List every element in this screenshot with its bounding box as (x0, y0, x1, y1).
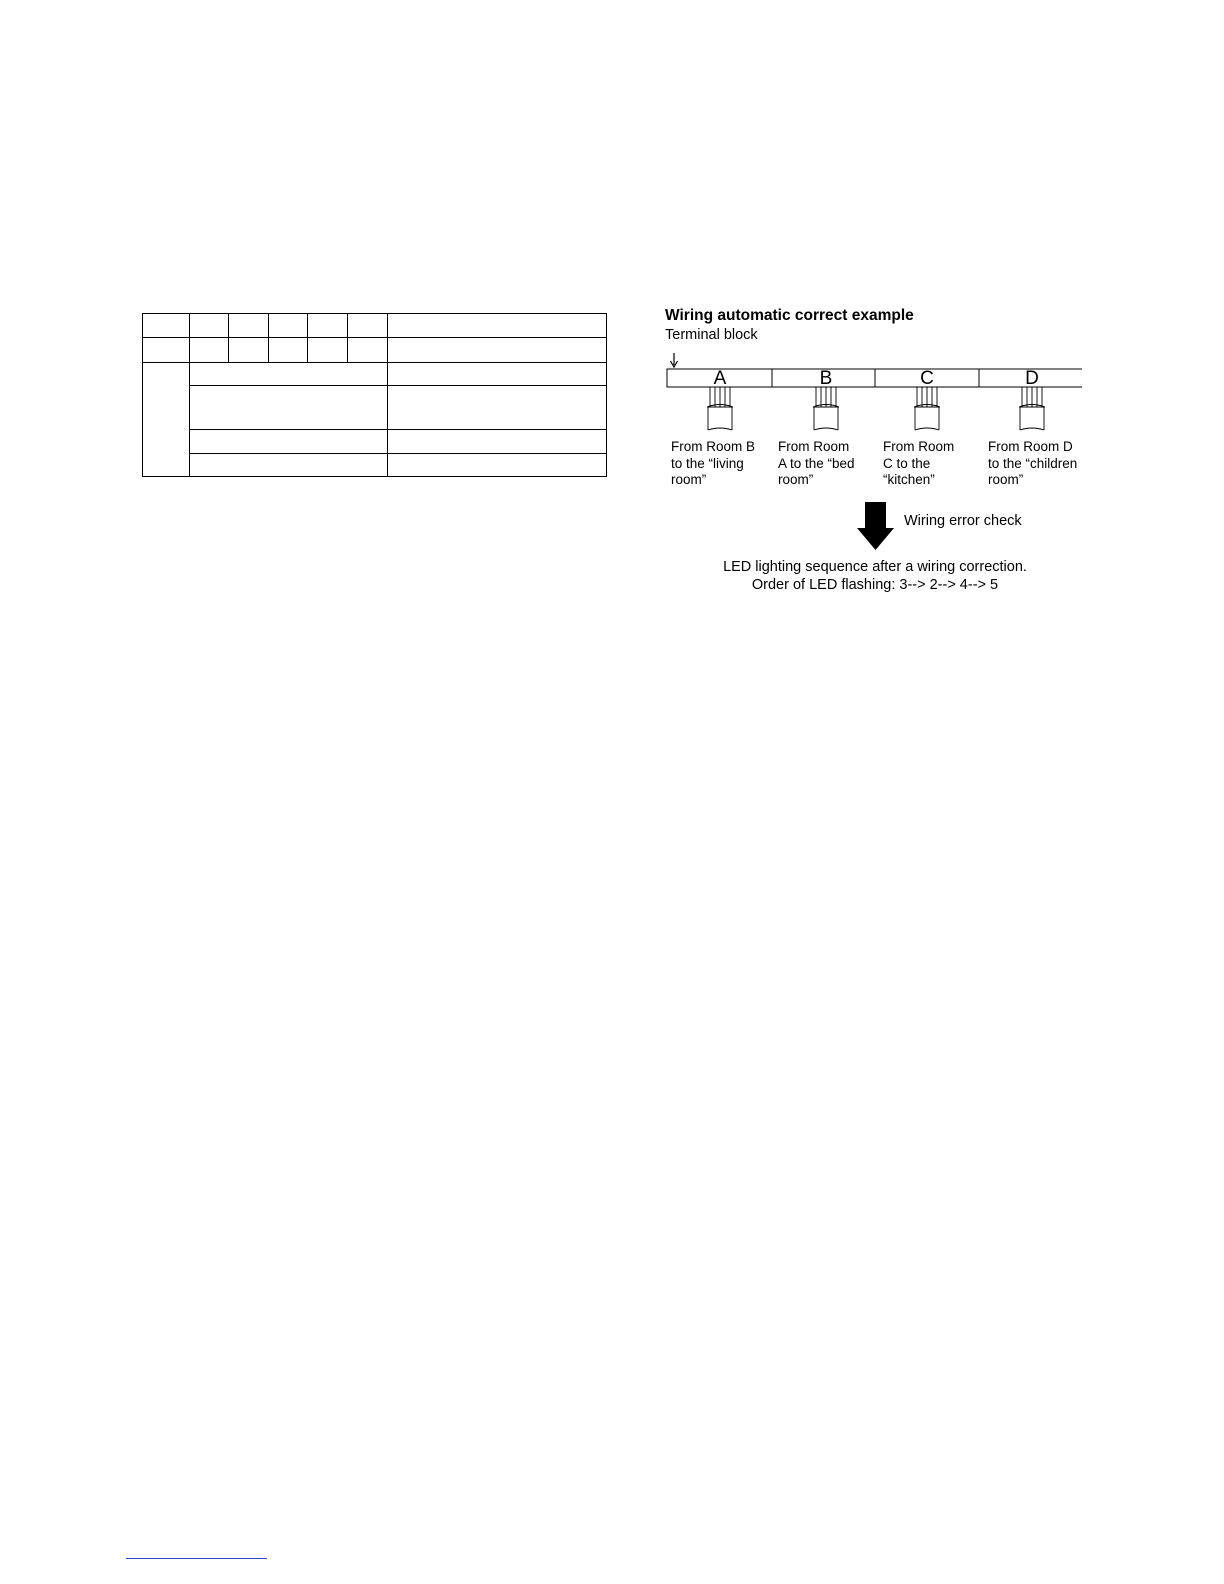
table-cell (190, 363, 388, 386)
wiring-check-label: Wiring error check (904, 513, 1022, 529)
table-cell (269, 338, 308, 363)
terminal-caption-b: From Room A to the “bed room” (778, 439, 855, 487)
cable-bundle-b (813, 387, 839, 430)
table-cell (388, 454, 607, 477)
terminal-label-a: A (713, 368, 727, 389)
diagram-subtitle: Terminal block (665, 327, 758, 343)
table-row (143, 338, 607, 363)
empty-table (142, 313, 607, 477)
table-cell (348, 314, 388, 338)
led-sequence-line: LED lighting sequence after a wiring correction. (723, 559, 1027, 575)
terminal-label-c: C (920, 368, 934, 389)
table-cell (190, 314, 229, 338)
terminal-caption-a: From Room B to the “living room” (671, 439, 756, 487)
cable-bundle-a (707, 387, 733, 430)
table-cell (229, 314, 269, 338)
table-cell (388, 363, 607, 386)
table-cell (348, 338, 388, 363)
led-order-line: Order of LED flashing: 3--> 2--> 4--> 5 (751, 577, 999, 593)
terminal-label-b: B (819, 368, 833, 389)
terminal-label-d: D (1025, 368, 1039, 389)
table-row (143, 363, 607, 386)
table-cell (388, 430, 607, 454)
terminal-caption-d: From Room D to the “children room” (988, 439, 1078, 487)
table-cell (143, 338, 190, 363)
table-row (143, 454, 607, 477)
table-cell (190, 430, 388, 454)
cable-bundle-c (914, 387, 940, 430)
footer-underline (126, 1558, 267, 1559)
table-cell (143, 314, 190, 338)
table-cell (190, 338, 229, 363)
table-cell (190, 386, 388, 430)
pointer-arrow-icon (671, 353, 678, 367)
table-cell (388, 338, 607, 363)
table-cell (388, 314, 607, 338)
diagram-title: Wiring automatic correct example (665, 307, 914, 324)
terminal-block-diagram (660, 350, 1090, 440)
table-cell (190, 454, 388, 477)
cable-bundle-d (1019, 387, 1045, 430)
table-cell (269, 314, 308, 338)
table-cell (308, 314, 348, 338)
table-row (143, 430, 607, 454)
table-cell (308, 338, 348, 363)
table-cell (388, 386, 607, 430)
terminal-caption-c: From Room C to the “kitchen” (883, 439, 955, 487)
table-cell (143, 363, 190, 477)
table-row (143, 386, 607, 430)
table-row (143, 314, 607, 338)
down-arrow-icon (856, 501, 896, 551)
table-cell (229, 338, 269, 363)
